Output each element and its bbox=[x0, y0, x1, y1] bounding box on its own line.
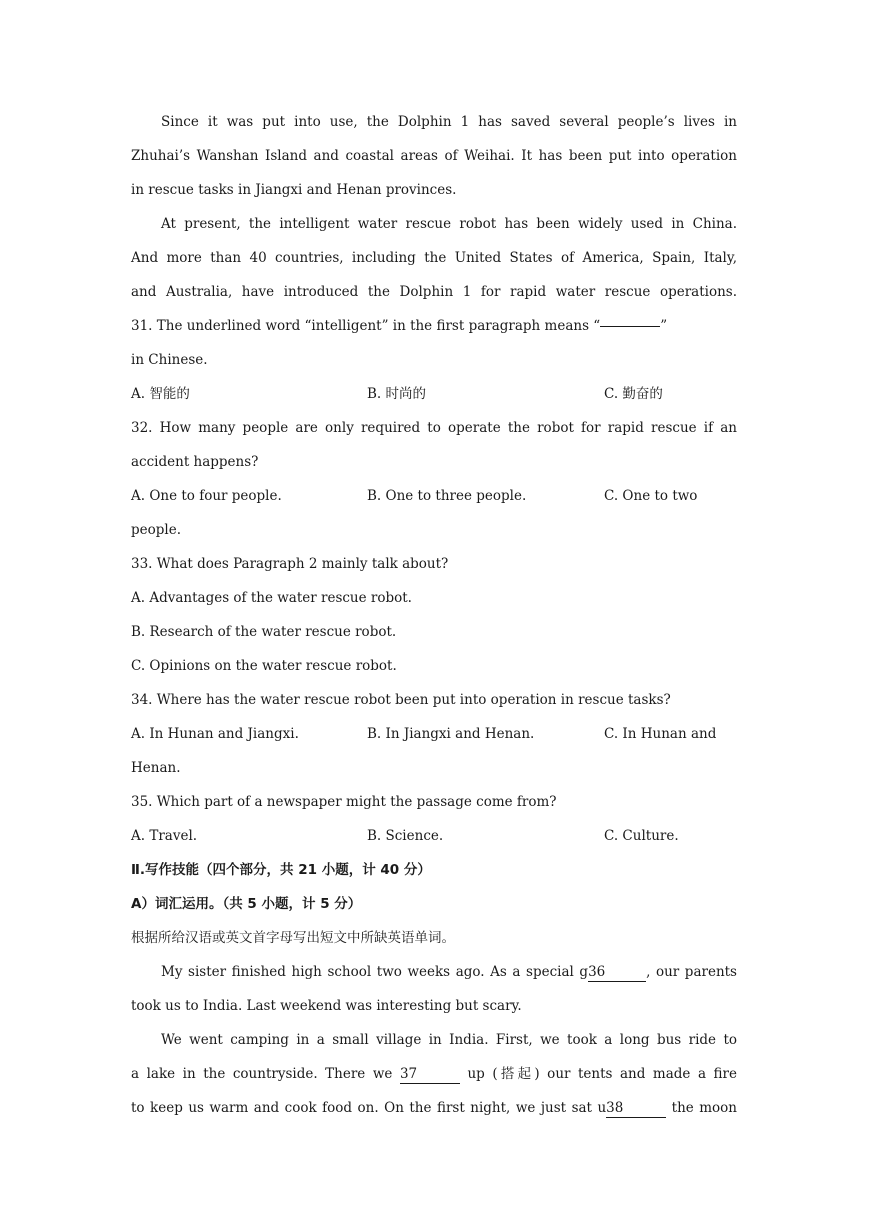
text-line: And more than 40 countries, including the United States of America, Spain, Italy, bbox=[131, 250, 737, 266]
question-31 bbox=[131, 309, 737, 411]
blank-36: 36 bbox=[588, 963, 646, 982]
cloze-text: up (搭起) our tents and made a fire bbox=[467, 1066, 737, 1082]
question-32 bbox=[131, 411, 737, 547]
option-a: A. One to four people. bbox=[131, 488, 282, 504]
section-heading: Ⅱ.写作技能（四个部分，共 21 小题，计 40 分） bbox=[131, 862, 431, 878]
option-a: A. Travel. bbox=[131, 828, 198, 844]
cloze-line bbox=[131, 1057, 737, 1091]
option-c: C. One to two bbox=[604, 488, 698, 504]
option-a: A. In Hunan and Jiangxi. bbox=[131, 726, 299, 742]
text-line: Since it was put into use, the Dolphin 1 has saved several people’s lives in bbox=[161, 114, 737, 130]
section-2 bbox=[131, 853, 737, 1125]
answer-blank bbox=[600, 325, 660, 327]
cloze-line: We went camping in a small village in India. First, we took a long bus ride to bbox=[161, 1032, 737, 1048]
option-a: A. 智能的 bbox=[131, 386, 190, 402]
blank-38: 38 bbox=[606, 1099, 666, 1118]
options-row bbox=[131, 819, 737, 853]
document-page bbox=[131, 105, 737, 1125]
option-b: B. One to three people. bbox=[367, 488, 527, 504]
part-a-heading: A）词汇运用。（共 5 小题，计 5 分） bbox=[131, 896, 362, 912]
option-b: B. 时尚的 bbox=[367, 386, 427, 402]
cloze-line: took us to India. Last weekend was interesting but scary. bbox=[131, 998, 522, 1014]
option-a: A. Advantages of the water rescue robot. bbox=[131, 590, 412, 606]
option-c: C. 勤奋的 bbox=[604, 386, 663, 402]
cloze-text: to keep us warm and cook food on. On the first night, we just sat u bbox=[131, 1100, 607, 1116]
option-c-cont: Henan. bbox=[131, 760, 181, 776]
cloze-text: My sister finished high school two weeks ago. As a special g bbox=[161, 964, 589, 980]
options-row bbox=[131, 377, 737, 411]
text-line: At present, the intelligent water rescue robot has been widely used in China. bbox=[161, 216, 737, 232]
passage-paragraph-2 bbox=[131, 207, 737, 309]
cloze-text: , our parents bbox=[646, 964, 737, 980]
cloze-line bbox=[131, 955, 737, 989]
question-stem bbox=[131, 309, 737, 343]
question-stem: 35. Which part of a newspaper might the passage come from? bbox=[131, 794, 557, 810]
text-line: Zhuhai’s Wanshan Island and coastal areas of Weihai. It has been put into operation bbox=[131, 148, 737, 164]
question-stem: 33. What does Paragraph 2 mainly talk about? bbox=[131, 556, 449, 572]
question-stem: 32. How many people are only required to operate the robot for rapid rescue if an bbox=[131, 420, 737, 436]
option-b: B. In Jiangxi and Henan. bbox=[367, 726, 535, 742]
question-34 bbox=[131, 683, 737, 785]
option-c-cont: people. bbox=[131, 522, 181, 538]
question-35 bbox=[131, 785, 737, 853]
question-33 bbox=[131, 547, 737, 683]
question-stem-cont: in Chinese. bbox=[131, 352, 208, 368]
options-row bbox=[131, 479, 737, 513]
option-c: C. Culture. bbox=[604, 828, 679, 844]
cloze-text: a lake in the countryside. There we bbox=[131, 1066, 393, 1082]
cloze-line bbox=[131, 1091, 737, 1125]
options-row bbox=[131, 717, 737, 751]
stem-text: 31. The underlined word “intelligent” in the first paragraph means “ bbox=[131, 318, 601, 334]
stem-text: ” bbox=[660, 318, 668, 334]
text-line: and Australia, have introduced the Dolphin 1 for rapid water rescue operations. bbox=[131, 284, 737, 300]
passage-paragraph-1 bbox=[131, 105, 737, 207]
text-line: in rescue tasks in Jiangxi and Henan provinces. bbox=[131, 182, 457, 198]
option-c: C. Opinions on the water rescue robot. bbox=[131, 658, 397, 674]
instruction-text: 根据所给汉语或英文首字母写出短文中所缺英语单词。 bbox=[131, 930, 455, 946]
question-stem-cont: accident happens? bbox=[131, 454, 259, 470]
blank-37: 37 bbox=[400, 1065, 460, 1084]
option-b: B. Science. bbox=[367, 828, 444, 844]
cloze-text: the moon bbox=[671, 1100, 738, 1116]
question-stem: 34. Where has the water rescue robot been put into operation in rescue tasks? bbox=[131, 692, 671, 708]
option-b: B. Research of the water rescue robot. bbox=[131, 624, 397, 640]
option-c: C. In Hunan and bbox=[604, 726, 717, 742]
